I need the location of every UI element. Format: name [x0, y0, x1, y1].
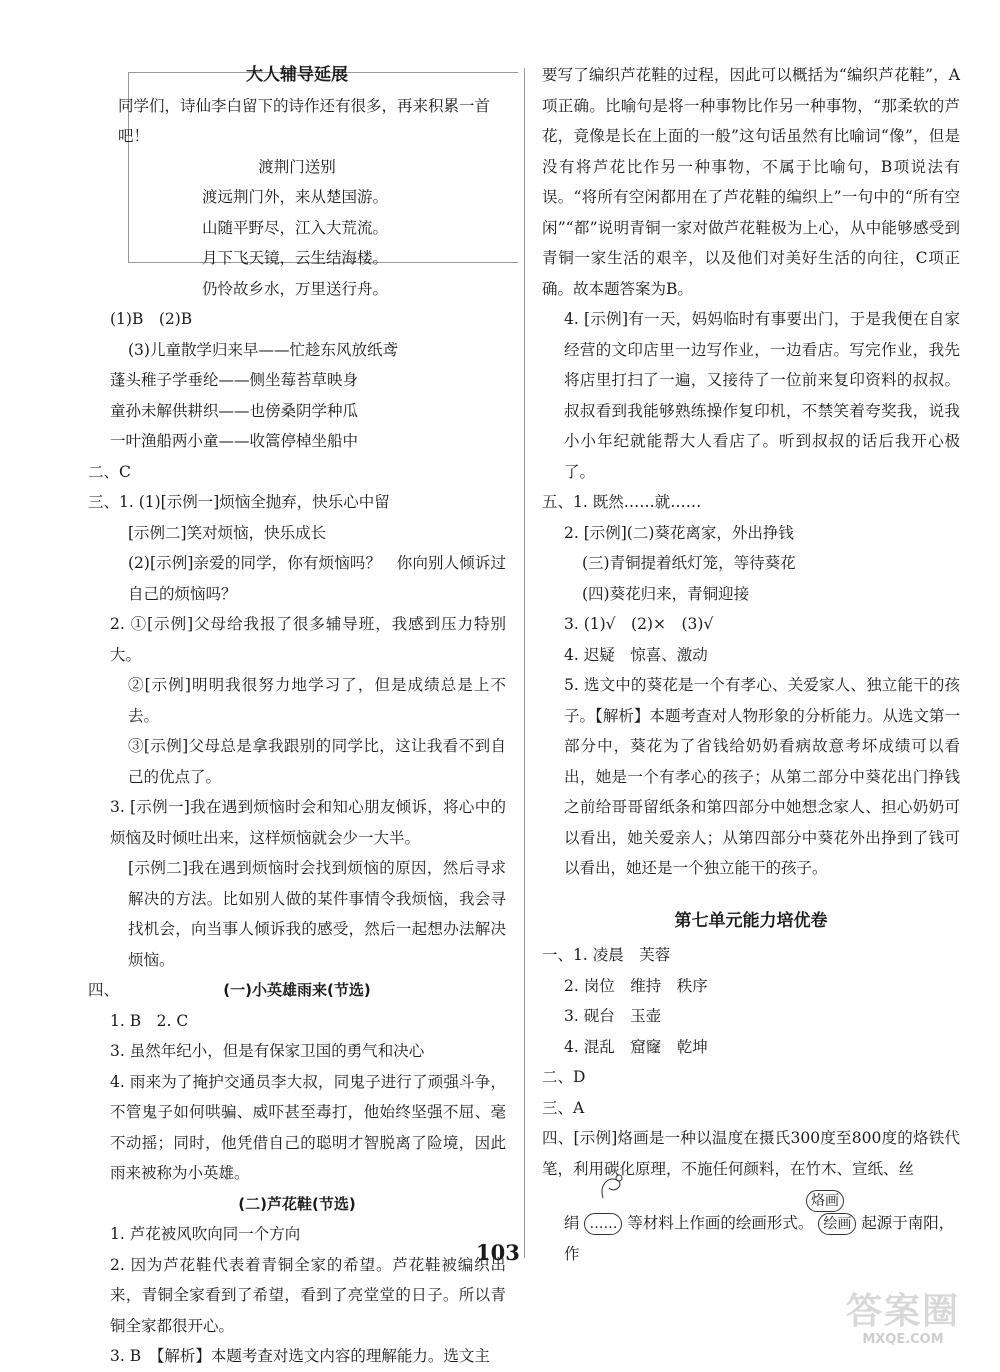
section-4b-2: 2. 因为芦花鞋代表着青铜全家的希望。芦花鞋被编织出来，青铜全家看到了希望，看到了亮堂堂的日子。所以青铜全家都很开心。 [110, 1255, 506, 1335]
right-column [542, 60, 960, 1269]
extension-box [88, 60, 506, 304]
answer-continuation: 要写了编织芦花鞋的过程，因此可以概括为“编织芦花鞋”，A项正确。比喻句是将一种事物比作另一种事物，“那柔软的芦花，竟像是长在上面的一般”这句话虽然有比喻词“像”，但是没有将芦花比作另一种事物，不属于比喻句，B项说法有误。“将所有空闲都用在了芦花鞋的编织上”一句中的“所有空闲”“都”说明青铜一家对做芦花鞋极为上心，从中能够感受到青铜一家生活的艰辛，以及他们对美好生活的向往，C项正确。故本题答案为B。 [542, 66, 960, 298]
correction-bubble-inline: 绘画 [818, 1213, 856, 1235]
section-4-4: 4. 雨来为了掩护交通员李大叔，同鬼子进行了顽强斗争，不管鬼子如何哄骗、威吓甚至毒打，他始终坚强不屈、毫不动摇；同时，他凭借自己的聪明才智脱离了险境，因此雨来被称为小英雄。 [110, 1072, 506, 1182]
unit-1-1: 一、1. 凌晨 芙蓉 [542, 946, 671, 964]
unit-1-2: 2. 岗位 维持 秩序 [564, 976, 708, 995]
section-5-2a: 2. [示例](二)葵花离家，外出挣钱 [564, 523, 794, 542]
section-4-header [88, 975, 506, 1006]
correction-dots: …… [584, 1213, 622, 1235]
answer-3d: 童孙未解供耕织——也傍桑阴学种瓜 [110, 401, 359, 420]
section-2-answer: 二、C [88, 462, 131, 481]
column-divider [524, 68, 525, 1258]
section-5-5: 5. 选文中的葵花是一个有孝心、关爱家人、独立能干的孩子。【解析】本题考查对人物形象的分析能力。从选文第一部分中，葵花为了省钱给奶奶看病故意考坏成绩可以看出，她是一个有孝心的孩子；从第二部分中葵花出门挣钱之前给哥哥留纸条和第四部分中她想念家人、担心奶奶可以看出，她关爱亲人；从第四部分中葵花外出挣到了钱可以看出，她还是一个独立能干的孩子。 [564, 676, 960, 877]
correction-bubble-top: 烙画 [806, 1190, 844, 1212]
section-3-1c: (2)[示例]亲爱的同学，你有烦恼吗？ 你向别人倾诉过自己的烦恼吗？ [128, 554, 506, 603]
section-5-1: 五、1. 既然……就…… [542, 493, 702, 511]
answer-3b: (3)儿童散学归来早——忙趁东风放纸鸢 [128, 340, 398, 359]
unit-4b [542, 1208, 960, 1269]
correction-mark-icon [595, 1170, 645, 1200]
unit-4b-text1: 绢 [564, 1214, 580, 1232]
poem-title: 渡荆门送别 [258, 157, 336, 176]
watermark-url: MXQE.COM [862, 1332, 944, 1347]
box-title: 大人辅导延展 [246, 65, 348, 85]
section-3-3a: 3. [示例一]我在遇到烦恼时会和知心朋友倾诉，将心中的烦恼及时倾吐出来，这样烦恼就会少一大半。 [110, 798, 506, 847]
poem-line: 渡远荆门外，来从楚国游。 [202, 188, 389, 206]
section-3-3b: [示例二]我在遇到烦恼时会找到烦恼的原因，然后寻求解决的方法。比如别人做的某件事情令我烦恼，我会寻找机会，向当事人倾诉我的感受，然后一起想办法解决烦恼。 [128, 859, 506, 969]
poem-line: 山随平野尽，江入大荒流。 [202, 218, 389, 237]
subsection-2-title: (二)芦花鞋(节选) [238, 1194, 356, 1213]
poem-line: 仍怜故乡水，万里送行舟。 [202, 279, 389, 298]
section-3-1b: [示例二]笑对烦恼，快乐成长 [128, 523, 327, 542]
unit-2: 二、D [542, 1068, 586, 1086]
unit-4b-text2: 等材料上作画的绘画形式。 [627, 1214, 814, 1232]
unit-title: 第七单元能力培优卷 [674, 910, 828, 931]
poem-line: 月下飞天镜，云生结海楼。 [202, 249, 389, 267]
section-4b-3: 3. B 【解析】本题考查对选文内容的理解能力。选文主 [110, 1347, 490, 1365]
section-3-2b: ②[示例]明明我很努力地学习了，但是成绩总是上不去。 [128, 676, 506, 725]
left-column [88, 60, 506, 1372]
box-intro: 同学们，诗仙李白留下的诗作还有很多，再来积累一首吧！ [118, 96, 491, 145]
section-5-2b: (三)青铜提着纸灯笼，等待葵花 [582, 554, 796, 572]
section-4b-1: 1. 芦花被风吹向同一个方向 [110, 1225, 301, 1243]
answer-4: 4. [示例]有一天，妈妈临时有事要出门，于是我便在自家经营的文印店里一边写作业，一边看店。写完作业，我先将店里打扫了一遍，又接待了一位前来复印资料的叔叔。叔叔看到我能够熟练操作复印机，不禁笑着夸奖我，说我小小年纪就能帮大人看店了。听到叔叔的话后我开心极了。 [564, 310, 960, 481]
watermark-logo: 答案圈 [845, 1291, 960, 1332]
unit-4b-text3: 起源于南阳，作 [564, 1214, 955, 1263]
section-5-3: 3. (1)√ (2)× (3)√ [564, 615, 714, 633]
unit-3: 三、A [542, 1098, 585, 1117]
section-3-2a: 2. ①[示例]父母给我报了很多辅导班，我感到压力特别大。 [110, 615, 506, 664]
answer-3c: 蓬头稚子学垂纶——侧坐莓苔草映身 [110, 371, 359, 389]
section-4-3: 3. 虽然年纪小，但是有保家卫国的勇气和决心 [110, 1042, 425, 1060]
section-5-4: 4. 迟疑 惊喜、激动 [564, 645, 708, 664]
unit-4a: 四、[示例]烙画是一种以温度在摄氏300度至800度的烙铁代笔，利用碳化原理，不施任何颜料，在竹木、宣纸、丝 [542, 1129, 960, 1178]
subsection-1-title: (一)小英雄雨来(节选) [223, 981, 371, 999]
watermark [838, 1292, 968, 1347]
page-number: 103 [476, 1240, 520, 1265]
section-4-label: 四、 [88, 981, 120, 999]
answer-3a: (1)B (2)B [110, 310, 193, 328]
answer-3e: 一叶渔船两小童——收篙停棹坐船中 [110, 432, 359, 450]
section-5-2c: (四)葵花归来，青铜迎接 [582, 584, 750, 603]
section-4-1: 1. B 2. C [110, 1011, 189, 1030]
section-3-1a: 三、1. (1)[示例一]烦恼全抛弃，快乐心中留 [88, 493, 390, 511]
section-3-2c: ③[示例]父母总是拿我跟别的同学比，这让我看不到自己的优点了。 [128, 737, 506, 786]
unit-1-4: 4. 混乱 窟窿 乾坤 [564, 1037, 708, 1056]
unit-1-3: 3. 砚台 玉壶 [564, 1007, 662, 1025]
